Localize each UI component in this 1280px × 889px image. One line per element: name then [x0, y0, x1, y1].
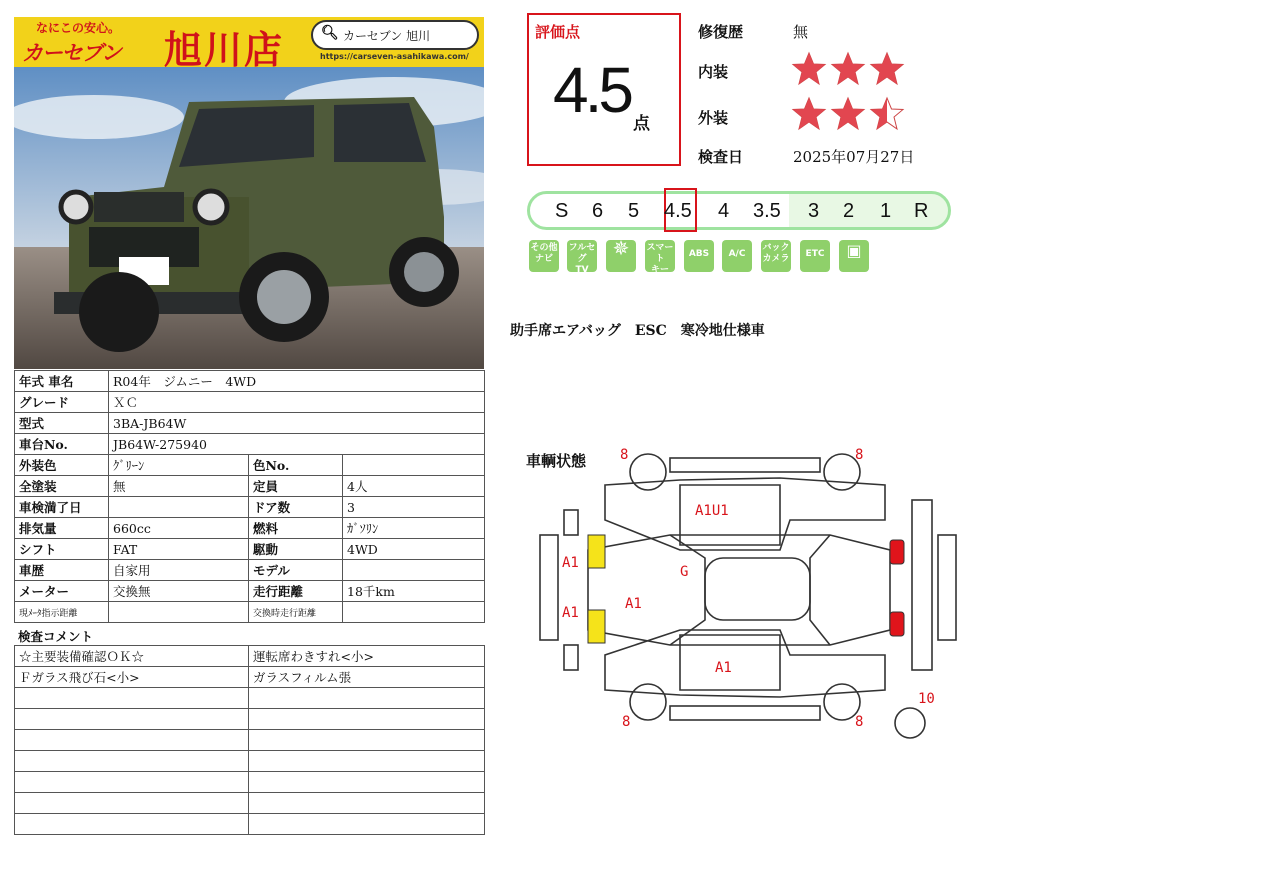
search-text: カーセブン 旭川 [343, 29, 431, 43]
spec-label: 車歴 [15, 560, 109, 581]
comment-cell [249, 793, 485, 814]
spec-value: ＸＣ [109, 392, 485, 413]
equipment-notes: 助手席エアバッグ ESC 寒冷地仕様車 [510, 323, 765, 339]
comment-cell: 運転席わきすれ<小> [249, 646, 485, 667]
condition-title: 車輌状態 [526, 452, 587, 470]
spec-label: 燃料 [249, 518, 343, 539]
grade-5: 5 [628, 200, 640, 222]
comment-cell [15, 793, 249, 814]
spec-value [343, 560, 485, 581]
grade-R: R [914, 200, 929, 222]
spec-label: 車台No. [15, 434, 109, 455]
spec-value: ｶﾞｿﾘﾝ [343, 518, 485, 539]
grade-4-5: 4.5 [664, 200, 692, 222]
comment-cell [249, 709, 485, 730]
comments-title: 検査コメント [18, 629, 94, 644]
spec-label: 車検満了日 [15, 497, 109, 518]
comment-cell [249, 814, 485, 835]
spec-value: R04年 ジムニー 4WD [109, 371, 485, 392]
comment-cell [15, 730, 249, 751]
spec-label: 走行距離 [249, 581, 343, 602]
spec-value [343, 455, 485, 476]
spec-value: FAT [109, 539, 249, 560]
spec-label: 現ﾒｰﾀ指示距離 [15, 602, 109, 623]
spec-value: 4人 [343, 476, 485, 497]
spec-label: 全塗装 [15, 476, 109, 497]
spec-value: 660cc [109, 518, 249, 539]
comment-cell [249, 688, 485, 709]
comment-cell [249, 772, 485, 793]
car-condition-diagram [530, 440, 970, 760]
damage-mark: 8 [855, 714, 864, 730]
damage-mark: A1 [562, 605, 579, 621]
exterior-label: 外装 [698, 109, 729, 127]
spec-label: 駆動 [249, 539, 343, 560]
comment-cell [15, 688, 249, 709]
grade-2: 2 [843, 200, 855, 222]
comments-table [14, 645, 485, 835]
vehicle-photo [14, 67, 484, 369]
spec-value [109, 497, 249, 518]
score-title: 評価点 [535, 23, 581, 41]
grade-scale [527, 191, 951, 230]
repair-value: 無 [793, 23, 809, 41]
spec-value [109, 602, 249, 623]
spec-value: ｸﾞﾘｰﾝ [109, 455, 249, 476]
comment-cell: ガラスフィルム張 [249, 667, 485, 688]
spec-value: JB64W-275940 [109, 434, 485, 455]
spec-label: シフト [15, 539, 109, 560]
spec-label: ドア数 [249, 497, 343, 518]
grade-6: 6 [592, 200, 604, 222]
damage-mark: A1 [562, 555, 579, 571]
score-unit: 点 [633, 114, 650, 134]
damage-mark: A1U1 [695, 503, 729, 519]
comment-cell [15, 709, 249, 730]
nav-icon: その他 ナビ [529, 240, 559, 272]
spec-label: 排気量 [15, 518, 109, 539]
grade-4: 4 [718, 200, 730, 222]
spec-value: 無 [109, 476, 249, 497]
shop-url: https://carseven-asahikawa.com/ [320, 52, 469, 61]
grade-1: 1 [880, 200, 892, 222]
spec-label: 年式 車名 [15, 371, 109, 392]
grade-3: 3 [808, 200, 820, 222]
spec-value: 3BA-JB64W [109, 413, 485, 434]
spec-value [343, 602, 485, 623]
tv-icon: フルセグ TV [567, 240, 597, 272]
spec-value: 18千km [343, 581, 485, 602]
search-icon: 🔍︎ [321, 25, 339, 41]
airbag-icon: ▣ [839, 240, 869, 272]
shop-banner [14, 17, 484, 67]
search-box [311, 20, 479, 50]
comment-cell [249, 730, 485, 751]
grade-3-5: 3.5 [753, 200, 781, 222]
comment-cell [15, 772, 249, 793]
exterior-stars [791, 96, 911, 136]
spec-label: 型式 [15, 413, 109, 434]
spec-label: 交換時走行距離 [249, 602, 343, 623]
comment-cell [15, 751, 249, 772]
damage-mark: A1 [715, 660, 732, 676]
score-box [527, 13, 681, 166]
spec-label: メーター [15, 581, 109, 602]
spec-value: 自家用 [109, 560, 249, 581]
spec-label: グレード [15, 392, 109, 413]
smart-key-icon: スマート キー [645, 240, 675, 272]
comment-cell: ☆主要装備確認ＯＫ☆ [15, 646, 249, 667]
alloy-wheel-icon: ✵ [606, 240, 636, 272]
brand-logo: カーセブン [22, 41, 121, 65]
damage-mark: 10 [918, 691, 935, 707]
damage-mark: 8 [620, 447, 629, 463]
shop-name: 旭川店 [164, 28, 285, 67]
spec-value: 交換無 [109, 581, 249, 602]
repair-label: 修復歴 [698, 23, 744, 41]
spec-value: 3 [343, 497, 485, 518]
score-value: 4.5 [553, 54, 630, 126]
spec-label: 色No. [249, 455, 343, 476]
interior-label: 内装 [698, 63, 729, 81]
comment-cell [15, 814, 249, 835]
spec-label: 外装色 [15, 455, 109, 476]
damage-mark: 8 [622, 714, 631, 730]
damage-mark: G [680, 564, 689, 580]
etc-icon: ETC [800, 240, 830, 272]
banner-tagline: なにこの安心。 [36, 21, 121, 35]
inspect-label: 検査日 [698, 148, 744, 166]
interior-stars [791, 51, 911, 91]
comment-cell [249, 751, 485, 772]
spec-value: 4WD [343, 539, 485, 560]
inspect-date: 2025年07月27日 [793, 148, 915, 166]
spec-label: モデル [249, 560, 343, 581]
spec-label: 定員 [249, 476, 343, 497]
ac-icon: A/C [722, 240, 752, 272]
damage-mark: A1 [625, 596, 642, 612]
grade-S: S [555, 200, 569, 222]
damage-mark: 8 [855, 447, 864, 463]
spec-table [14, 370, 485, 623]
abs-icon: ABS [684, 240, 714, 272]
comment-cell: Ｆガラス飛び石<小> [15, 667, 249, 688]
back-camera-icon: バック カメラ [761, 240, 791, 272]
